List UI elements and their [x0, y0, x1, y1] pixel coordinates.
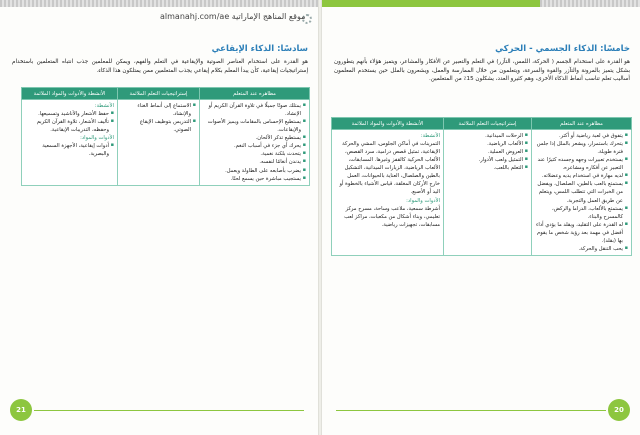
list-item: ▪ التعلم باللعب.	[447, 164, 528, 172]
list-item: ▪ يتحرك باستمرار، ويشعر بالملل إذا جلس فترة طويلة.	[535, 140, 628, 156]
right-page	[322, 0, 640, 435]
top-decoration-bar	[0, 0, 318, 7]
table-header: مظاهره عند المتعلم	[532, 118, 632, 130]
list-item: ▪ يستخدم تعبيرات وجهه وجسده كثيرًا عند التعبير عن أفكاره ومشاعره.	[535, 156, 628, 172]
top-accent-bar	[322, 0, 540, 7]
list-item: ▪ يستمتع بالألعاب، الدراما والركض، كالمسرح والبناء.	[535, 205, 628, 221]
tools-label: الأدوات والمواد:	[80, 135, 114, 142]
list-item: ▪ يستطيع تذكر الألحان.	[203, 134, 306, 142]
activities-text: التمرينات في أماكن الجلوس، المشي والحركة الإيقاعية، تمثيل قصص درامية، سرد القصص، الألعاب الحركية كالقفز وغيرها. المسابقات، الألعاب الرياضية، الزيارات الميدانية، التشكيل بالطين والصلصال، العناية بالحيوانات، العمل خارج الأركان المغلقة، قياس الأشياء بالخطوة أو اليد أو الأصبع.	[339, 141, 440, 196]
table-header: إستراتيجيات التعلم الملائمة	[118, 88, 200, 100]
list-item: ▪ يمتلك صوتًا جميلًا في تلاوة القرآن الكريم أو الإنشاد.	[203, 102, 306, 118]
traits-table	[21, 87, 310, 186]
list-item: ▪ يدندن أنغامًا لنفسه.	[203, 158, 306, 166]
list-item: ▪ يحرك أي جزء في أسباب النغم.	[203, 142, 306, 150]
intro-paragraph: هو القدرة على استخدام العناصر الصوتية والإيقاعية في التعلم والفهم، ويمكن للمعلمين جذب انتباه المتعلمين باستخدام إستراتيجيات إيقاعية، كأن يبدأ المعلم بكلام إيقاعي يجذب المتعلمين ممن يمتلكون هذا الذكاء.	[12, 59, 308, 74]
activities-cell	[22, 100, 118, 186]
list-item: ▪ يضرب بأصابعه على الطاولة ويعمل.	[203, 167, 306, 175]
tools-text: أشرطة سمعية، ملاعب وساحة، مسرح مركز تعليمي، وبناء أشكال من مكعبات، مراكز لعب مسابقات، تجهيزات رياضية.	[344, 205, 440, 228]
section-title: خامسًا: الذكاء الجسمي - الحركي	[495, 44, 630, 54]
table-header: الأنشطة والأدوات والمواد الملائمة	[332, 118, 444, 130]
table-header: إستراتيجيات التعلم الملائمة	[444, 118, 532, 130]
top-decoration-bar	[540, 0, 640, 7]
list-item: ▪ يستطيع الإحساس بالمقامات ويميز الأصوات والإيقاعات.	[203, 118, 306, 134]
list-item: ▪ الرحلات الميدانية.	[447, 132, 528, 140]
section-title: سادسًا: الذكاء الإيقاعي	[211, 44, 308, 54]
list-item: ▪ يحب التنقل والحركة.	[535, 245, 628, 253]
activities-cell	[332, 130, 444, 256]
list-item: ▪ حفظ الأشعار والأناشيد وتسميعها.	[25, 110, 114, 118]
list-item: ▪ له القدرة على التقليد، ويقلد ما يؤدي أداء أفضل في مهمة بعد رؤية شخص ما يقوم بها (بقلد).	[535, 221, 628, 245]
list-item: ▪ الألعاب الرياضية.	[447, 140, 528, 148]
left-page	[0, 0, 318, 435]
list-item: ▪ يتفوق في لعبة رياضية أو أكثر.	[535, 132, 628, 140]
page-number: 21	[10, 399, 32, 421]
list-item: ▪ العروض العملية.	[447, 148, 528, 156]
activities-label: الأنشطة:	[420, 133, 440, 139]
activities-label: الأنشطة:	[94, 103, 114, 109]
strategies-cell	[118, 100, 200, 186]
site-watermark: موقع المناهج الإماراتية almanahj.com/ae	[160, 12, 306, 21]
list-item: ▪ لديه مهارة في استخدام يديه وعضلاته.	[535, 172, 628, 180]
traits-table	[331, 117, 632, 256]
list-item: ▪ يستمتع بالعب بالطين، الصلصال، ويفضل من الخبرات التي تتطلب اللمس، ويتعلم عن طريق العمل والتجربة.	[535, 180, 628, 204]
footer-line	[34, 410, 304, 411]
traits-cell	[200, 100, 310, 186]
table-header: الأنشطة والأدوات والمواد الملائمة	[22, 88, 118, 100]
list-item: ▪ تأليف الأشعار، تلاوة القرآن الكريم وحفظه، التدريبات الإيقاعية.	[25, 118, 114, 134]
traits-cell	[532, 130, 632, 256]
list-item: ▪ التمثيل ولعب الأدوار.	[447, 156, 528, 164]
strategies-cell	[444, 130, 532, 256]
page-number: 20	[608, 399, 630, 421]
list-item: ▪ أدوات إيقاعية، الأجهزة السمعية والبصرية.	[25, 142, 114, 158]
list-item: ▪ التدريس بتوظيف الإيقاع الصوتي.	[121, 118, 196, 134]
list-item: ▪ يتحدث بلكنة نغمية.	[203, 150, 306, 158]
list-item: ▪ يستجيب مباشرة حين يسمع لحنًا.	[203, 175, 306, 183]
footer-line	[336, 410, 606, 411]
table-header: مظاهره عند المتعلم	[200, 88, 310, 100]
intro-paragraph: هو القدرة على استخدام الجسم ( الحركة، اللمس، التآزر) في التعلم والتعبير عن الأفكار والمشاعر، ويتميز هؤلاء بأنهم يتطورون بشكل يتميز بالمرونة والتآزر والقوة والسرعة، ويتعلمون من خلال الممارسة والعمل، ويشعرون بالملل حين يستخدم المعلمون أساليب تعلم تناسب أنماط الذكاء الأخرى، وهم كثيرو العدد، يشكلون 15٪ من المتعلمين.	[334, 59, 630, 83]
list-item: ▪ الاستماع إلى أنماط الغناء والإنشاد.	[121, 102, 196, 118]
tools-label: الأدوات والمواد:	[406, 197, 440, 204]
